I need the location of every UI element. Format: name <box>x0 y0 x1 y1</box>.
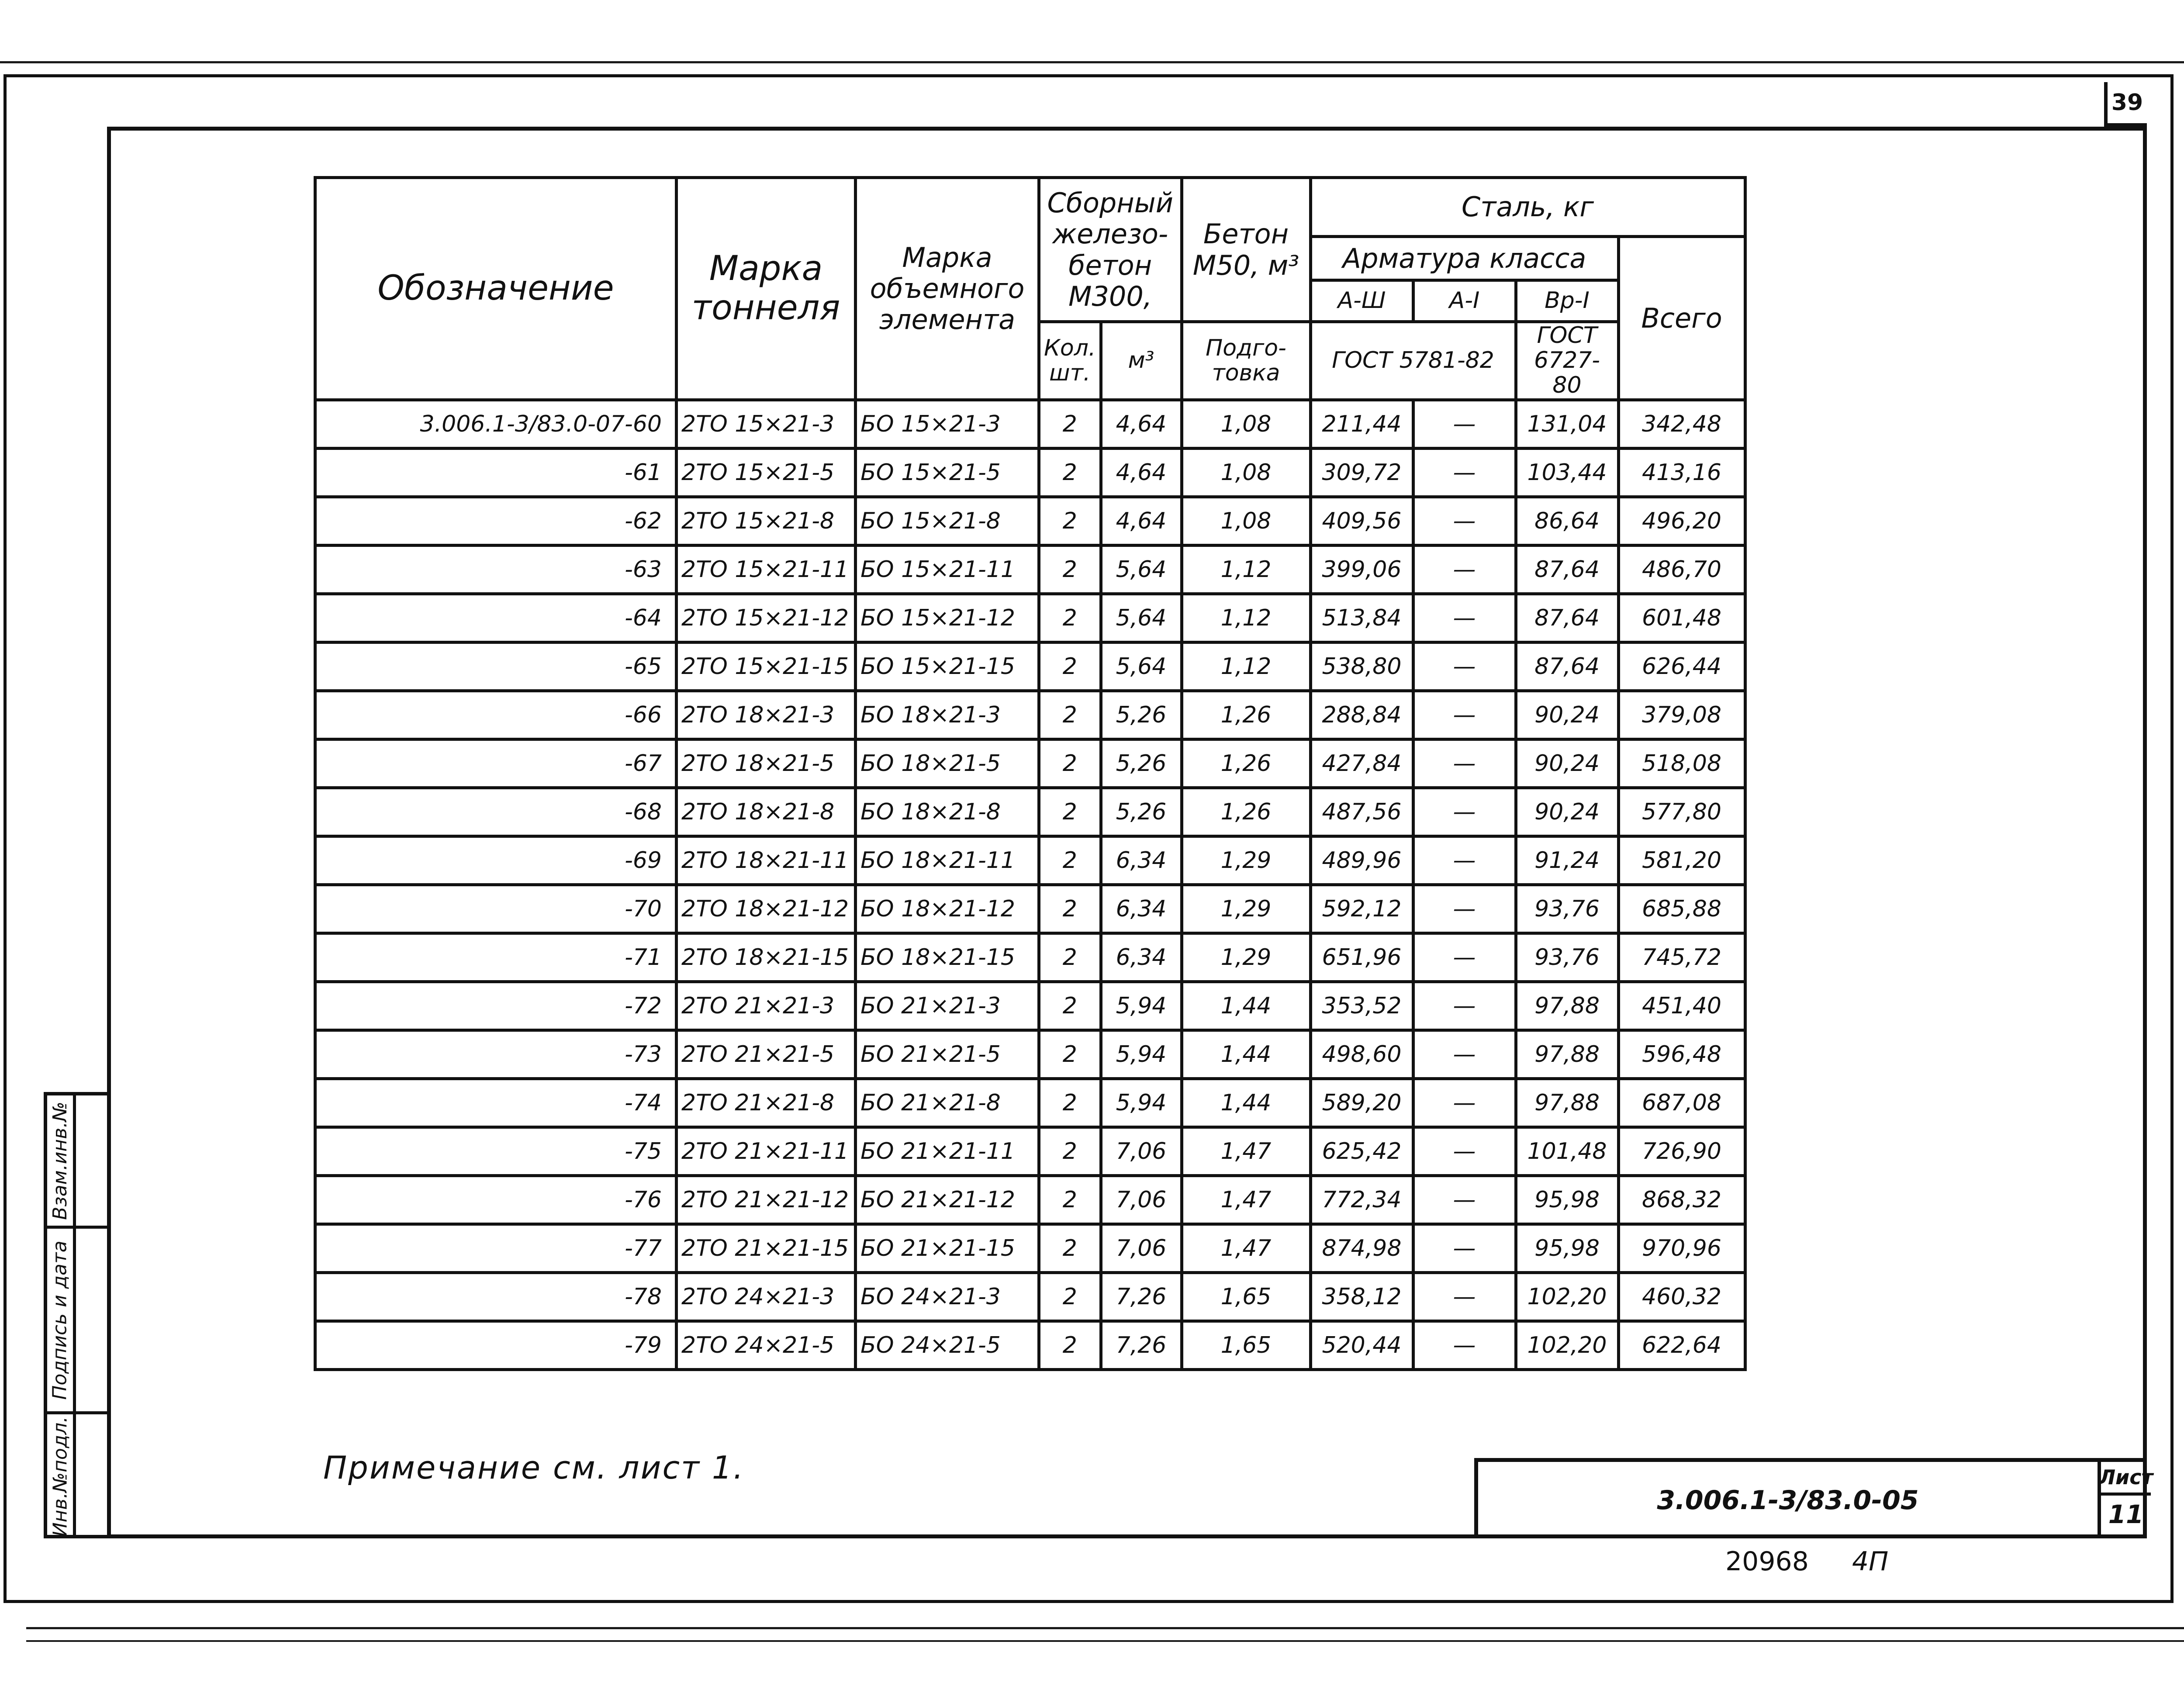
cell-concrete-prep: 1,44 <box>1182 1078 1310 1127</box>
cell-bp1: 103,44 <box>1516 448 1618 497</box>
cell-element-mark: БО 15×21-8 <box>856 497 1039 545</box>
cell-element-mark: БО 15×21-3 <box>856 400 1039 448</box>
cell-a1: — <box>1413 448 1516 497</box>
cell-element-mark: БО 18×21-11 <box>856 836 1039 885</box>
cell-precast-qty: 2 <box>1039 1321 1101 1369</box>
cell-concrete-prep: 1,12 <box>1182 642 1310 691</box>
cell-a1: — <box>1413 1321 1516 1369</box>
side-label-signature-date: Подпись и дата <box>49 1240 71 1400</box>
bottom-border-line-2 <box>26 1640 2184 1642</box>
cell-precast-vol: 5,94 <box>1101 1078 1182 1127</box>
cell-element-mark: БО 18×21-8 <box>856 788 1039 836</box>
cell-element-mark: БО 15×21-12 <box>856 594 1039 642</box>
header-precast-vol: м³ <box>1101 322 1182 400</box>
cell-total: 413,16 <box>1618 448 1745 497</box>
cell-precast-vol: 6,34 <box>1101 933 1182 981</box>
archive-suffix: 4П <box>1852 1546 1889 1577</box>
cell-element-mark: БО 15×21-5 <box>856 448 1039 497</box>
cell-concrete-prep: 1,65 <box>1182 1272 1310 1321</box>
cell-a1: — <box>1413 1175 1516 1224</box>
cell-bp1: 97,88 <box>1516 981 1618 1030</box>
cell-element-mark: БО 21×21-15 <box>856 1224 1039 1272</box>
cell-total: 868,32 <box>1618 1175 1745 1224</box>
table-row <box>315 1175 1745 1224</box>
side-stamp <box>44 1092 107 1538</box>
cell-a1: — <box>1413 400 1516 448</box>
cell-a3: 538,80 <box>1310 642 1413 691</box>
cell-element-mark: БО 24×21-3 <box>856 1272 1039 1321</box>
cell-precast-vol: 7,26 <box>1101 1272 1182 1321</box>
table-row <box>315 885 1745 933</box>
cell-a1: — <box>1413 1127 1516 1175</box>
cell-bp1: 95,98 <box>1516 1175 1618 1224</box>
cell-total: 486,70 <box>1618 545 1745 594</box>
cell-designation: -74 <box>315 1078 677 1127</box>
cell-precast-qty: 2 <box>1039 545 1101 594</box>
cell-designation: -66 <box>315 691 677 739</box>
cell-a3: 651,96 <box>1310 933 1413 981</box>
bottom-border-line <box>26 1627 2184 1629</box>
header-precast: Сборный железо-бетон М300, <box>1039 178 1182 322</box>
cell-designation: -62 <box>315 497 677 545</box>
cell-total: 379,08 <box>1618 691 1745 739</box>
header-a1: А-I <box>1413 280 1516 322</box>
cell-a1: — <box>1413 545 1516 594</box>
cell-bp1: 95,98 <box>1516 1224 1618 1272</box>
table-row <box>315 1030 1745 1078</box>
table-row <box>315 691 1745 739</box>
cell-a3: 520,44 <box>1310 1321 1413 1369</box>
cell-tunnel-mark: 2ТО 21×21-5 <box>677 1030 856 1078</box>
cell-tunnel-mark: 2ТО 18×21-11 <box>677 836 856 885</box>
cell-a3: 498,60 <box>1310 1030 1413 1078</box>
cell-precast-qty: 2 <box>1039 885 1101 933</box>
cell-a3: 772,34 <box>1310 1175 1413 1224</box>
cell-a3: 288,84 <box>1310 691 1413 739</box>
cell-tunnel-mark: 2ТО 15×21-8 <box>677 497 856 545</box>
cell-bp1: 97,88 <box>1516 1078 1618 1127</box>
header-rebar-class: Арматура класса <box>1310 237 1618 280</box>
cell-a1: — <box>1413 594 1516 642</box>
cell-bp1: 93,76 <box>1516 885 1618 933</box>
cell-designation: -68 <box>315 788 677 836</box>
cell-total: 460,32 <box>1618 1272 1745 1321</box>
cell-precast-qty: 2 <box>1039 1272 1101 1321</box>
cell-a1: — <box>1413 933 1516 981</box>
cell-precast-vol: 7,26 <box>1101 1321 1182 1369</box>
cell-bp1: 102,20 <box>1516 1321 1618 1369</box>
cell-a3: 358,12 <box>1310 1272 1413 1321</box>
cell-element-mark: БО 24×21-5 <box>856 1321 1039 1369</box>
table-row <box>315 448 1745 497</box>
header-gost-5781: ГОСТ 5781-82 <box>1310 322 1516 400</box>
cell-precast-qty: 2 <box>1039 497 1101 545</box>
cell-element-mark: БО 15×21-15 <box>856 642 1039 691</box>
cell-total: 342,48 <box>1618 400 1745 448</box>
header-tunnel-mark: Марка тоннеля <box>677 178 856 400</box>
cell-precast-vol: 5,64 <box>1101 594 1182 642</box>
cell-total: 685,88 <box>1618 885 1745 933</box>
cell-precast-qty: 2 <box>1039 836 1101 885</box>
cell-bp1: 90,24 <box>1516 788 1618 836</box>
cell-precast-qty: 2 <box>1039 448 1101 497</box>
cell-element-mark: БО 18×21-5 <box>856 739 1039 788</box>
cell-precast-vol: 4,64 <box>1101 497 1182 545</box>
specification-table <box>314 176 1747 1371</box>
cell-bp1: 101,48 <box>1516 1127 1618 1175</box>
cell-concrete-prep: 1,44 <box>1182 1030 1310 1078</box>
cell-tunnel-mark: 2ТО 15×21-11 <box>677 545 856 594</box>
cell-precast-qty: 2 <box>1039 1224 1101 1272</box>
cell-total: 745,72 <box>1618 933 1745 981</box>
table-row <box>315 933 1745 981</box>
cell-concrete-prep: 1,29 <box>1182 836 1310 885</box>
cell-tunnel-mark: 2ТО 15×21-15 <box>677 642 856 691</box>
cell-tunnel-mark: 2ТО 24×21-5 <box>677 1321 856 1369</box>
cell-precast-qty: 2 <box>1039 1127 1101 1175</box>
header-total: Всего <box>1618 237 1745 400</box>
header-element-mark: Марка объемного элемента <box>856 178 1039 400</box>
cell-designation: -67 <box>315 739 677 788</box>
cell-concrete-prep: 1,29 <box>1182 933 1310 981</box>
cell-designation: -69 <box>315 836 677 885</box>
cell-tunnel-mark: 2ТО 21×21-12 <box>677 1175 856 1224</box>
cell-total: 726,90 <box>1618 1127 1745 1175</box>
cell-element-mark: БО 21×21-8 <box>856 1078 1039 1127</box>
table-row <box>315 642 1745 691</box>
cell-precast-qty: 2 <box>1039 933 1101 981</box>
cell-designation: -64 <box>315 594 677 642</box>
cell-designation: -63 <box>315 545 677 594</box>
cell-tunnel-mark: 2ТО 21×21-8 <box>677 1078 856 1127</box>
cell-element-mark: БО 18×21-3 <box>856 691 1039 739</box>
side-label-replaced-inv: Взам.инв.№ <box>49 1101 71 1220</box>
table-row <box>315 1078 1745 1127</box>
cell-tunnel-mark: 2ТО 18×21-12 <box>677 885 856 933</box>
cell-precast-vol: 5,26 <box>1101 739 1182 788</box>
cell-precast-vol: 5,26 <box>1101 691 1182 739</box>
cell-element-mark: БО 21×21-5 <box>856 1030 1039 1078</box>
sheet-top-number: 39 <box>2104 82 2147 127</box>
cell-bp1: 97,88 <box>1516 1030 1618 1078</box>
header-concrete-prep: Подго-товка <box>1182 322 1310 400</box>
cell-precast-qty: 2 <box>1039 691 1101 739</box>
cell-element-mark: БО 15×21-11 <box>856 545 1039 594</box>
cell-designation: -65 <box>315 642 677 691</box>
cell-tunnel-mark: 2ТО 21×21-11 <box>677 1127 856 1175</box>
cell-bp1: 87,64 <box>1516 642 1618 691</box>
cell-precast-qty: 2 <box>1039 400 1101 448</box>
table-row <box>315 594 1745 642</box>
cell-a3: 592,12 <box>1310 885 1413 933</box>
cell-bp1: 87,64 <box>1516 594 1618 642</box>
table-row <box>315 739 1745 788</box>
cell-concrete-prep: 1,44 <box>1182 981 1310 1030</box>
header-bp1: Вр-I <box>1516 280 1618 322</box>
cell-bp1: 90,24 <box>1516 739 1618 788</box>
archive-number: 20968 <box>1725 1546 1809 1577</box>
header-precast-qty: Кол. шт. <box>1039 322 1101 400</box>
cell-precast-qty: 2 <box>1039 594 1101 642</box>
cell-a3: 625,42 <box>1310 1127 1413 1175</box>
cell-designation: -77 <box>315 1224 677 1272</box>
cell-a1: — <box>1413 1030 1516 1078</box>
cell-bp1: 90,24 <box>1516 691 1618 739</box>
cell-a1: — <box>1413 1224 1516 1272</box>
cell-concrete-prep: 1,08 <box>1182 448 1310 497</box>
cell-a3: 399,06 <box>1310 545 1413 594</box>
cell-element-mark: БО 18×21-15 <box>856 933 1039 981</box>
cell-concrete-prep: 1,65 <box>1182 1321 1310 1369</box>
cell-bp1: 131,04 <box>1516 400 1618 448</box>
cell-precast-qty: 2 <box>1039 739 1101 788</box>
table-row <box>315 545 1745 594</box>
header-concrete: Бетон М50, м³ <box>1182 178 1310 322</box>
cell-concrete-prep: 1,26 <box>1182 739 1310 788</box>
cell-total: 577,80 <box>1618 788 1745 836</box>
cell-a1: — <box>1413 642 1516 691</box>
cell-total: 451,40 <box>1618 981 1745 1030</box>
cell-a3: 427,84 <box>1310 739 1413 788</box>
cell-concrete-prep: 1,26 <box>1182 788 1310 836</box>
cell-a3: 353,52 <box>1310 981 1413 1030</box>
cell-bp1: 87,64 <box>1516 545 1618 594</box>
note-text: Примечание см. лист 1. <box>323 1449 745 1486</box>
cell-precast-qty: 2 <box>1039 1030 1101 1078</box>
cell-precast-qty: 2 <box>1039 1175 1101 1224</box>
cell-precast-vol: 7,06 <box>1101 1224 1182 1272</box>
cell-total: 622,64 <box>1618 1321 1745 1369</box>
cell-designation: -75 <box>315 1127 677 1175</box>
table-row <box>315 1127 1745 1175</box>
cell-precast-vol: 6,34 <box>1101 885 1182 933</box>
table-row <box>315 836 1745 885</box>
cell-designation: 3.006.1-3/83.0-07-60 <box>315 400 677 448</box>
cell-a1: — <box>1413 691 1516 739</box>
side-cell-signature-date <box>47 1229 107 1414</box>
table-row <box>315 1224 1745 1272</box>
header-gost-6727: ГОСТ 6727-80 <box>1516 322 1618 400</box>
cell-element-mark: БО 18×21-12 <box>856 885 1039 933</box>
cell-designation: -78 <box>315 1272 677 1321</box>
cell-element-mark: БО 21×21-11 <box>856 1127 1039 1175</box>
cell-precast-vol: 6,34 <box>1101 836 1182 885</box>
cell-a1: — <box>1413 739 1516 788</box>
cell-concrete-prep: 1,08 <box>1182 400 1310 448</box>
cell-a3: 487,56 <box>1310 788 1413 836</box>
cell-element-mark: БО 21×21-12 <box>856 1175 1039 1224</box>
cell-designation: -71 <box>315 933 677 981</box>
cell-designation: -73 <box>315 1030 677 1078</box>
cell-bp1: 91,24 <box>1516 836 1618 885</box>
cell-total: 596,48 <box>1618 1030 1745 1078</box>
cell-tunnel-mark: 2ТО 21×21-15 <box>677 1224 856 1272</box>
cell-tunnel-mark: 2ТО 15×21-3 <box>677 400 856 448</box>
cell-total: 581,20 <box>1618 836 1745 885</box>
cell-total: 970,96 <box>1618 1224 1745 1272</box>
cell-element-mark: БО 21×21-3 <box>856 981 1039 1030</box>
cell-a1: — <box>1413 1078 1516 1127</box>
table-row <box>315 1321 1745 1369</box>
cell-tunnel-mark: 2ТО 15×21-5 <box>677 448 856 497</box>
cell-precast-qty: 2 <box>1039 981 1101 1030</box>
document-code: 3.006.1-3/83.0-05 <box>1657 1485 1919 1516</box>
cell-precast-vol: 5,64 <box>1101 545 1182 594</box>
cell-concrete-prep: 1,47 <box>1182 1224 1310 1272</box>
cell-a3: 309,72 <box>1310 448 1413 497</box>
cell-tunnel-mark: 2ТО 18×21-3 <box>677 691 856 739</box>
cell-a1: — <box>1413 788 1516 836</box>
cell-a3: 211,44 <box>1310 400 1413 448</box>
cell-precast-vol: 5,94 <box>1101 1030 1182 1078</box>
table-body <box>315 400 1745 1369</box>
cell-a1: — <box>1413 1272 1516 1321</box>
cell-a3: 874,98 <box>1310 1224 1413 1272</box>
cell-tunnel-mark: 2ТО 21×21-3 <box>677 981 856 1030</box>
cell-designation: -76 <box>315 1175 677 1224</box>
cell-tunnel-mark: 2ТО 18×21-15 <box>677 933 856 981</box>
side-cell-original-inv <box>47 1414 107 1538</box>
top-border-line <box>0 61 2184 63</box>
sheet-label: Лист <box>2101 1462 2151 1496</box>
cell-precast-vol: 4,64 <box>1101 400 1182 448</box>
cell-total: 518,08 <box>1618 739 1745 788</box>
cell-concrete-prep: 1,29 <box>1182 885 1310 933</box>
cell-total: 626,44 <box>1618 642 1745 691</box>
cell-total: 496,20 <box>1618 497 1745 545</box>
cell-concrete-prep: 1,12 <box>1182 545 1310 594</box>
cell-designation: -61 <box>315 448 677 497</box>
side-cell-replaced-inv <box>47 1095 107 1229</box>
table-row <box>315 1272 1745 1321</box>
cell-concrete-prep: 1,47 <box>1182 1175 1310 1224</box>
cell-a3: 589,20 <box>1310 1078 1413 1127</box>
table-row <box>315 400 1745 448</box>
cell-designation: -70 <box>315 885 677 933</box>
cell-total: 687,08 <box>1618 1078 1745 1127</box>
cell-bp1: 102,20 <box>1516 1272 1618 1321</box>
cell-precast-vol: 5,26 <box>1101 788 1182 836</box>
cell-precast-qty: 2 <box>1039 642 1101 691</box>
cell-precast-vol: 7,06 <box>1101 1127 1182 1175</box>
cell-a1: — <box>1413 885 1516 933</box>
cell-a3: 409,56 <box>1310 497 1413 545</box>
cell-concrete-prep: 1,12 <box>1182 594 1310 642</box>
title-block <box>1474 1458 2153 1538</box>
cell-a1: — <box>1413 981 1516 1030</box>
cell-designation: -79 <box>315 1321 677 1369</box>
side-label-original-inv: Инв.№подл. <box>49 1416 71 1537</box>
cell-concrete-prep: 1,26 <box>1182 691 1310 739</box>
cell-bp1: 86,64 <box>1516 497 1618 545</box>
cell-concrete-prep: 1,08 <box>1182 497 1310 545</box>
cell-tunnel-mark: 2ТО 24×21-3 <box>677 1272 856 1321</box>
sheet-cell <box>2098 1462 2151 1538</box>
table-row <box>315 788 1745 836</box>
cell-tunnel-mark: 2ТО 18×21-5 <box>677 739 856 788</box>
cell-precast-vol: 7,06 <box>1101 1175 1182 1224</box>
cell-precast-vol: 5,94 <box>1101 981 1182 1030</box>
cell-designation: -72 <box>315 981 677 1030</box>
table-row <box>315 981 1745 1030</box>
cell-bp1: 93,76 <box>1516 933 1618 981</box>
cell-tunnel-mark: 2ТО 15×21-12 <box>677 594 856 642</box>
cell-precast-qty: 2 <box>1039 1078 1101 1127</box>
cell-a1: — <box>1413 836 1516 885</box>
cell-concrete-prep: 1,47 <box>1182 1127 1310 1175</box>
cell-a3: 513,84 <box>1310 594 1413 642</box>
cell-precast-vol: 4,64 <box>1101 448 1182 497</box>
header-steel: Сталь, кг <box>1310 178 1745 237</box>
cell-tunnel-mark: 2ТО 18×21-8 <box>677 788 856 836</box>
cell-precast-vol: 5,64 <box>1101 642 1182 691</box>
header-designation: Обозначение <box>315 178 677 400</box>
cell-a3: 489,96 <box>1310 836 1413 885</box>
table-row <box>315 497 1745 545</box>
cell-a1: — <box>1413 497 1516 545</box>
header-a3: А-Ш <box>1310 280 1413 322</box>
sheet-number: 11 <box>2108 1500 2144 1529</box>
cell-total: 601,48 <box>1618 594 1745 642</box>
cell-precast-qty: 2 <box>1039 788 1101 836</box>
